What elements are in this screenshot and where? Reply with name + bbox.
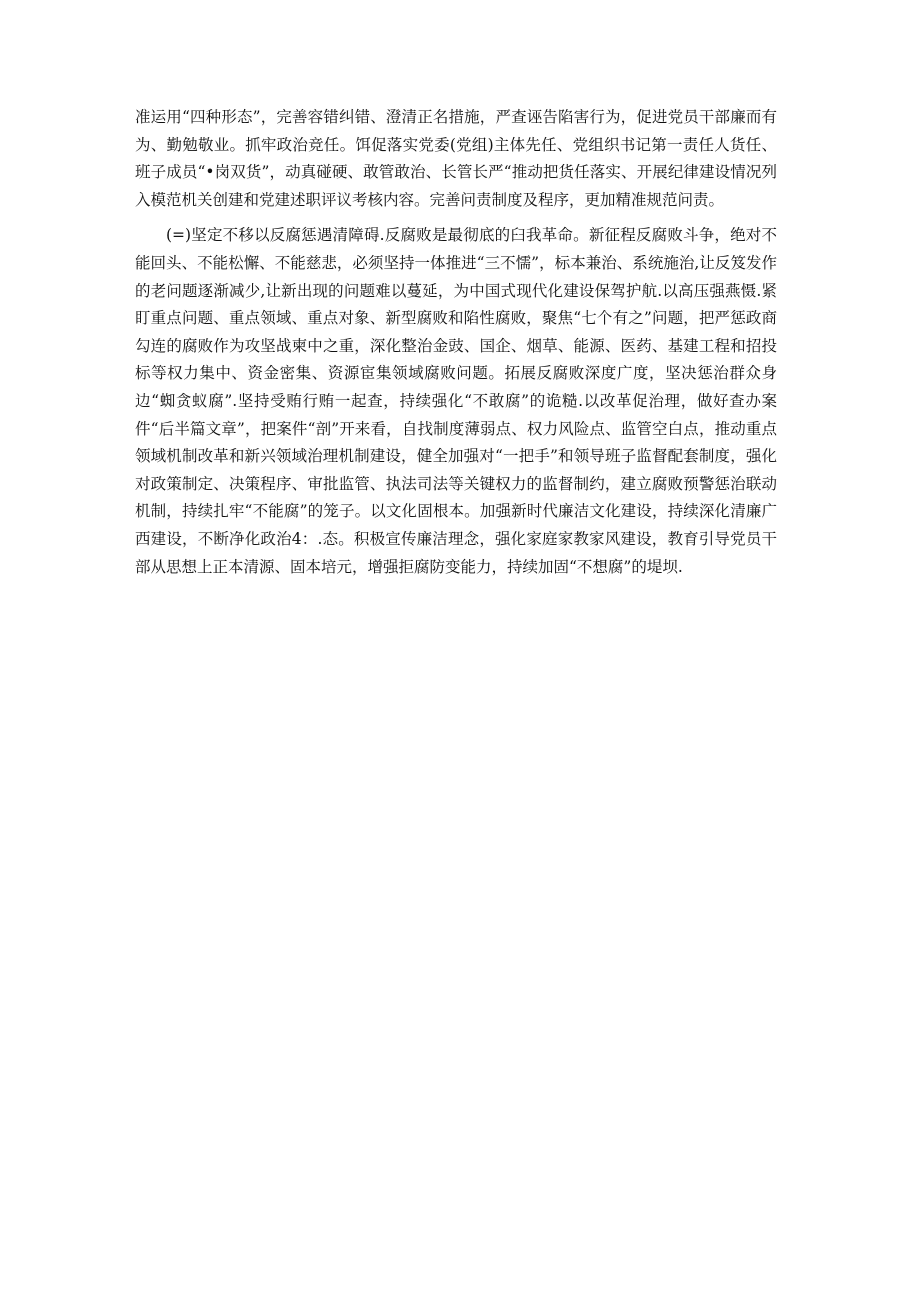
- paragraph-continued: 准运用“四种形态”，完善容错纠错、澄清正名措施，严查诬告陷害行为，促进党员干部廉而有为、勤勉敬业。抓牢政治竞任。饵促落实党委(党组)主体先任、党组织书记第一责任人货任、班子成员“•岗双货”，动真碰硬、敢管敢治、长管长严“推动把货任落实、开展纪律建设情况列入模范机关创建和党建述职评议考核内容。完善问责制度及程序，更加精准规范问责。: [135, 108, 777, 209]
- document-body: [135, 104, 777, 581]
- paragraph-anti-corruption: (=)坚定不移以反腐惩遇清障碍.反腐败是最彻底的臼我革命。新征程反腐败斗争，绝对不能回头、不能松懈、不能慈悲，必须坚持一体推进“三不懦”，标本兼治、系统施治,让反笈发作的老问题逐渐减少,让新出现的问题难以蔓延，为中国式现代化建设保驾护航.以高压强燕慑.紧盯重点问题、重点领域、重点对象、新型腐败和陷性腐败，聚焦“七个有之”问题，把严惩政商勾连的腐败作为攻坚战柬中之重，深化整治金豉、国企、烟草、能源、医药、基建工程和招投标等权力集中、资金密集、资源宦集领域腐败问题。拓展反腐败深度广度，坚决惩治群众身边“蜘贪蚁腐”.坚持受贿行贿一起查，持续强化“不敢腐”的诡糙.以改革促治理，做好查办案件“后半篇文章”，把案件“剖”开来看，自找制度薄弱点、权力风险点、监管空白点，推动重点领域机制改革和新兴领域治理机制建设，健全加强对“一把手”和领导班子监督配套制度，强化对政策制定、决策程序、审批监管、执法司法等关键权力的监督制约，建立腐败预警惩治联动机制，持续扎牢“不能腐”的笼子。以文化固根本。加强新时代廉洁文化建设，持续深化清廉广西建设，不断净化政治4：.态。积极宣传廉洁理念，强化家庭家教家风建设，教育引导党员干部从思想上正本清源、固本培元，增强拒腐防变能力，持续加固“不想腐”的堤坝.: [135, 226, 777, 576]
